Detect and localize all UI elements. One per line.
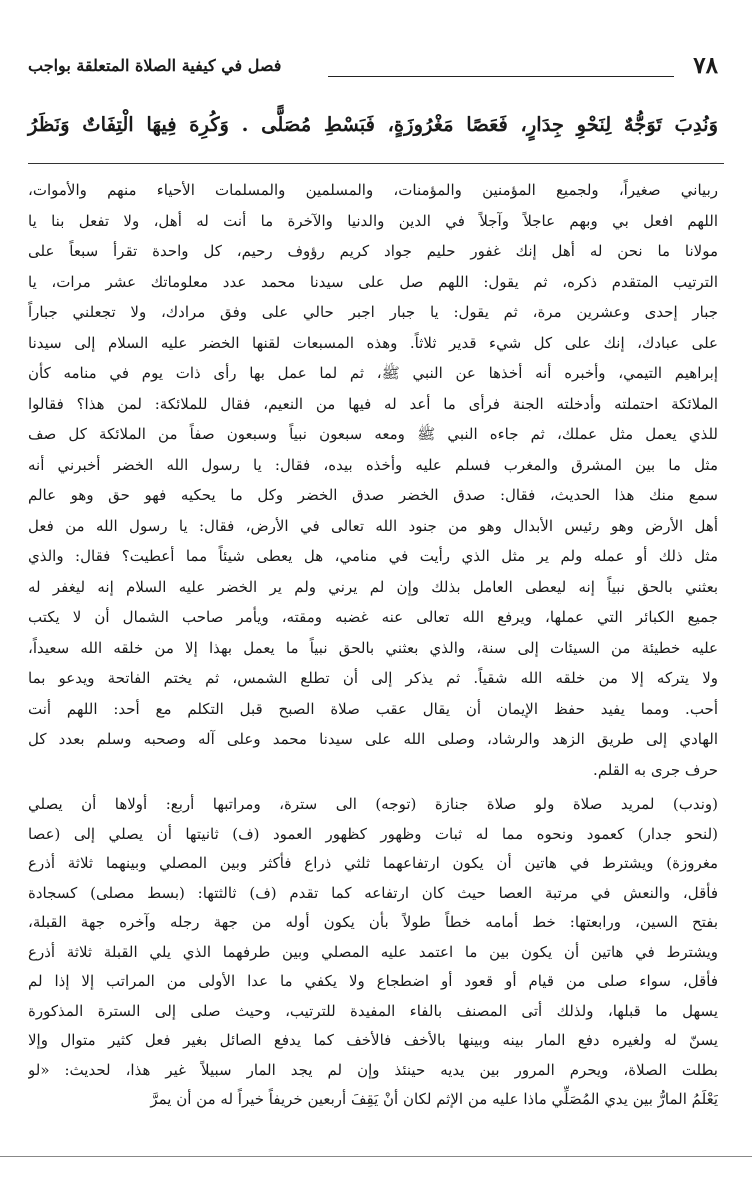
explanation-line: فأقل، والنعش في مرتبة العصا حيث كان ارتفاعه كما تقدم (ف) ثالثتها: (بسط مصلى) كسجادة xyxy=(28,883,718,902)
commentary-line: للذي يعمل مثل عملك، ثم جاءه النبي ﷺ ومعه سبعون نبياً وسبعون صفاً من الملائكة كل صف xyxy=(28,425,718,443)
explanation-line: يسنّ له ولغيره دفع المار بينه وبينها بالأخف فالأخف كما يدفع الصائل بغير فعل كثير متوال وإلا xyxy=(28,1031,718,1049)
page-number: ٧٨ xyxy=(693,52,718,79)
commentary-line: ربياني صغيراً، ولجميع المؤمنين والمؤمنات، والمسلمين والمسلمات الأحياء منهم والأموات، xyxy=(28,181,718,199)
commentary-line: مولانا ما نحن له أهل إنك غفور حليم جواد كريم رؤوف رحيم، كل واحدة تقرأ سبعاً على xyxy=(28,242,718,260)
commentary-block xyxy=(28,175,718,785)
explanation-line: بطلت الصلاة، ويحرم المرور بين يديه حينئذ وإن لم يجد المار سبيلاً غير هذا، لحديث: «لو xyxy=(28,1060,718,1079)
header-rule xyxy=(328,76,674,77)
commentary-line: إبراهيم التيمي، وأخبره أنه أخذها عن النبي ﷺ، ثم لما عمل بها رأى ذات يوم في منامه كأن xyxy=(28,364,718,382)
commentary-line: حرف جرى به القلم. xyxy=(593,760,718,779)
commentary-line: على عبادك، إنك على كل شيء قدير ثلاثاً. وهذه المسبعات لقنها الخضر عليه السلام إلى سيدنا xyxy=(28,333,718,352)
commentary-line: عليه خطيئة من السيئات إلى سنة، والذي بعثني بالحق نبياً ما يعمل بهذا إلا من خلقه الله سعيداً، xyxy=(28,638,718,657)
commentary-line: الملائكة احتملته وأدخلته الجنة فرأى ما أعد له فيها من النعيم، فقال للملائكة: لمن هذا؟ فقالوا xyxy=(28,394,718,413)
commentary-line: أحب. ومما يفيد حفظ الإيمان أن يقال عقب صلاة الصبح قبل التكلم مع أحد: اللهم أنت xyxy=(28,699,718,718)
commentary-line: سمع منك هذا الحديث، فقال: صدق الخضر صدق الخضر وكل ما يحكيه فهو حق وهو عالم xyxy=(28,486,718,504)
explanation-line: فأقل، سواء صلى من قيام أو قعود أو اضطجاع ولا يكفي ما عدا الأولى من المراتب إلا إذا لم xyxy=(28,972,718,990)
running-title: فصل في كيفية الصلاة المتعلقة بواجب xyxy=(28,56,282,75)
explanation-line: بفتح السين، ورابعتها: خط أمامه خطاً طولاً بأن يكون أوله من جهة رجله وآخره جهة القبلة، xyxy=(28,913,718,931)
explanation-line: ويشترط في هاتين أن يكون بين ما اعتمد عليه المصلي وبين طرفهما الذي يلي القبلة ثلاثة أذرع xyxy=(28,942,718,961)
commentary-line: بعثني بالحق نبياً إنه ليعطى العامل بذلك وإن لم يرني ولم ير الخضر عليه السلام إنه ليغفر له xyxy=(28,577,718,596)
explanation-line: (وندب) لمريد صلاة ولو صلاة جنازة (توجه) الى سترة، ومراتبها أربع: أولاها أن يصلي xyxy=(28,795,718,813)
commentary-line: جميع الكبائر التي عملها، ويرفع الله تعالى عنه غضبه ومقته، ويأمر صاحب الشمال أن لا يكتب xyxy=(28,608,718,626)
page-header xyxy=(28,52,718,80)
explanation-line: يَعْلَمُ المارُّ بين يدي المُصَلِّي ماذا عليه من الإثم لكان أنْ يَقِفَ أربعين خريفاً خيراً له من أن يمرَّ xyxy=(150,1090,718,1108)
commentary-line: مثل ذلك أو عمله ولم ير مثل الذي رأيت في منامي، هل يعطى شيئاً مما أعطيت؟ فقال: والذي xyxy=(28,547,718,565)
commentary-line: أهل الأرض وهو رئيس الأبدال وهو من جنود الله تعالى في الأرض، فقال: يا رسول الله من فعل xyxy=(28,516,718,535)
commentary-line: ولا يتركه إلا من خلقه الله شقياً. ثم يذكر إلى أن تطلع الشمس، ثم يختم الفاتحة ويدعو بما xyxy=(28,669,718,687)
matn-verse: وَنُدِبَ تَوَجُّهٌ لِنَحْوِ جِدَارٍ، فَعَصًا مَغْرُوزَةٍ، فَبَسْطِ مُصَلًّى . وَكُرِهَ فِيهَا الْتِفَاتٌ وَنَظَرُ xyxy=(28,113,718,136)
explanation-line: مغروزة) ويشترط في هاتين أن يكون ارتفاعهما ثلثي ذراع فأكثر وبين المصلي وبينهما ثلاثة أذرع xyxy=(28,854,718,872)
commentary-line: الهادي إلى طريق الزهد والرشاد، وصلى الله على سيدنا محمد وعلى آله وصحبه وسلم بعدد كل xyxy=(28,730,718,748)
explanation-line: يسهل ما قبلها، ولذلك أتى المصنف بالفاء المفيدة للترتيب، وحيث صلى إلى السترة المذكورة xyxy=(28,1001,718,1020)
commentary-line: مثل ما بين المشرق والمغرب فسلم عليه وأخذه بيده، فقال: يا رسول الله الخضر أخبرني أنه xyxy=(28,455,718,474)
commentary-line: اللهم افعل بي وبهم عاجلاً وآجلاً في الدين والدنيا والآخرة ما أنت له أهل، ولا تفعل بنا يا xyxy=(28,211,718,230)
explanation-block xyxy=(28,790,718,1115)
text-divider xyxy=(28,163,724,164)
commentary-line: الترتيب المتقدم ذكره، ثم يقول: اللهم صل على سيدنا محمد عدد معلوماتك عشر مرات، يا xyxy=(28,272,718,291)
page-bottom-edge xyxy=(0,1156,752,1157)
explanation-line: (لنحو جدار) كعمود ونحوه مما له ثبات وظهور كظهور العمود (ف) ثانيتها أن يصلي إلى (عصا xyxy=(28,824,718,843)
commentary-line: جبار إحدى وعشرين مرة، ثم يقول: يا جبار اجبر حالي على وفق مرادك، ولا تجعلني جباراً xyxy=(28,303,718,321)
